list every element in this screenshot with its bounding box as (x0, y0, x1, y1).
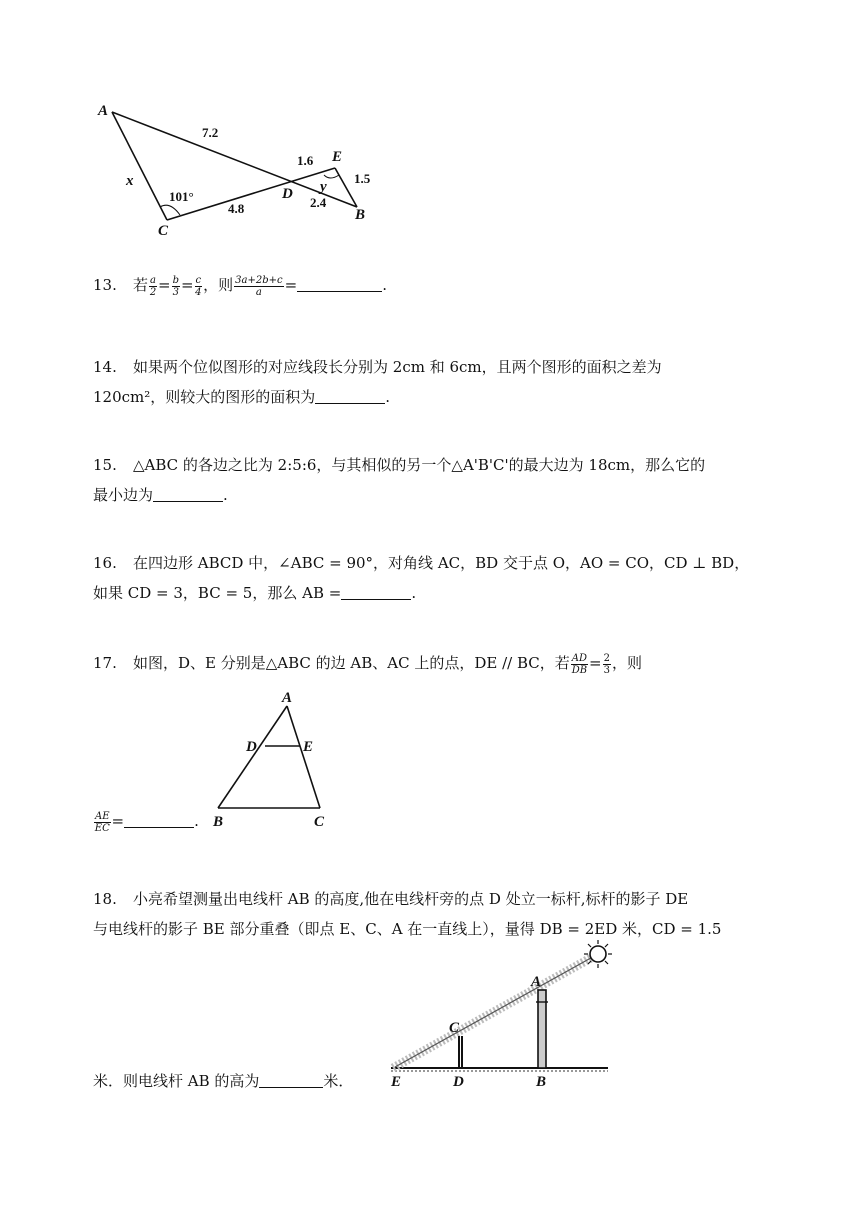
label-D: D (453, 1074, 464, 1090)
figure-triangles (92, 95, 392, 240)
label-B: B (355, 207, 366, 223)
question-number: 13. (93, 276, 117, 294)
question-17-answer: $\frac{AE}{EC}$ = . (94, 810, 199, 834)
q15-line2: 最小边为 (93, 486, 154, 504)
question-number: 14. (93, 358, 117, 376)
question-number: 17. (93, 654, 117, 672)
label-B: B (536, 1074, 547, 1090)
angle-C: 101° (169, 189, 194, 204)
q18-line2: 与电线杆的影子 BE 部分重叠（即点 E、C、A 在一直线上），量得 DB = 2ED 米，CD = 1.5 (93, 920, 722, 938)
length-EB: 1.5 (354, 171, 371, 186)
answer-blank[interactable] (315, 387, 385, 404)
fraction-b-3: $\frac{b}{3}$ (172, 274, 179, 298)
length-CD: 4.8 (228, 201, 245, 216)
question-number: 18. (93, 890, 117, 908)
question-16: 16. 在四边形 ABCD 中，∠ABC = 90°，对角线 AC，BD 交于点 O，AO = CO，CD ⊥ BD， 如果 CD = 3，BC = 5，那么 AB = . (93, 548, 773, 608)
question-13: 13. 若 $\frac{a}{2}$ = $\frac{b}{3}$ = $\frac{c}{4}$ ，则 $\frac{3a+2b+c}{a}$ = . (93, 270, 773, 300)
question-number: 16. (93, 554, 117, 572)
fraction-2-3: $\frac{2}{3}$ (603, 652, 610, 676)
answer-blank[interactable] (124, 811, 194, 828)
question-15: 15. △ABC 的各边之比为 2:5:6，与其相似的另一个△A'B'C'的最大边为 18cm，那么它的 最小边为 . (93, 450, 773, 510)
question-17: 17. 如图，D、E 分别是△ABC 的边 AB、AC 上的点，DE // BC，若 $\frac{AD}{DB}$ = $\frac{2}{3}$ ，则 (93, 648, 773, 678)
question-18 (93, 884, 773, 944)
label-C: C (158, 223, 169, 239)
length-DB: 2.4 (310, 195, 327, 210)
q13-middle: ，则 (203, 276, 234, 294)
fraction-AE-EC: $\frac{AE}{EC}$ (94, 810, 110, 834)
answer-blank[interactable] (341, 583, 411, 600)
question-14: 14. 如果两个位似图形的对应线段长分别为 2cm 和 6cm，且两个图形的面积之差为 120cm²，则较大的图形的面积为 . (93, 352, 773, 412)
fraction-AD-DB: $\frac{AD}{DB}$ (571, 652, 588, 676)
label-E: E (391, 1074, 402, 1090)
q16-line1: 在四边形 ABCD 中，∠ABC = 90°，对角线 AC，BD 交于点 O，AO = CO，CD ⊥ BD， (133, 554, 750, 572)
q15-line1: △ABC 的各边之比为 2:5:6，与其相似的另一个△A'B'C'的最大边为 18cm，那么它的 (133, 456, 706, 474)
question-number: 15. (93, 456, 117, 474)
label-D: D (246, 739, 257, 755)
q13-prefix: 若 (133, 276, 149, 294)
q18-line3: 米．则电线杆 AB 的高为 (93, 1072, 260, 1090)
figure-triangles-svg (92, 95, 392, 240)
label-D: D (282, 186, 293, 202)
label-A: A (98, 103, 109, 119)
label-x: x (126, 173, 134, 189)
label-B: B (213, 814, 224, 830)
fraction-expression: $\frac{3a+2b+c}{a}$ (235, 274, 283, 298)
answer-blank[interactable] (259, 1071, 323, 1088)
label-C: C (314, 814, 325, 830)
label-A: A (531, 974, 542, 990)
q17-line1: 如图，D、E 分别是△ABC 的边 AB、AC 上的点，DE // BC，若 (133, 654, 570, 672)
answer-blank[interactable] (297, 275, 382, 292)
q16-line2: 如果 CD = 3，BC = 5，那么 AB = (93, 584, 342, 602)
answer-blank[interactable] (153, 485, 223, 502)
q14-line1: 如果两个位似图形的对应线段长分别为 2cm 和 6cm，且两个图形的面积之差为 (133, 358, 662, 376)
label-E: E (303, 739, 314, 755)
label-A: A (282, 690, 293, 706)
question-18-answer: 米．则电线杆 AB 的高为 米． (93, 1072, 354, 1090)
q18-line1: 小亮希望测量出电线杆 AB 的高度,他在电线杆旁的点 D 处立一标杆,标杆的影子 DE (133, 890, 689, 908)
q14-line2: 120cm²，则较大的图形的面积为 (93, 388, 316, 406)
label-C: C (449, 1020, 460, 1036)
fraction-a-2: $\frac{a}{2}$ (149, 274, 157, 298)
label-y: y (320, 179, 327, 195)
length-AD: 7.2 (202, 125, 219, 140)
label-E: E (332, 149, 343, 165)
length-DE: 1.6 (297, 153, 314, 168)
fraction-c-4: $\frac{c}{4}$ (195, 274, 202, 298)
